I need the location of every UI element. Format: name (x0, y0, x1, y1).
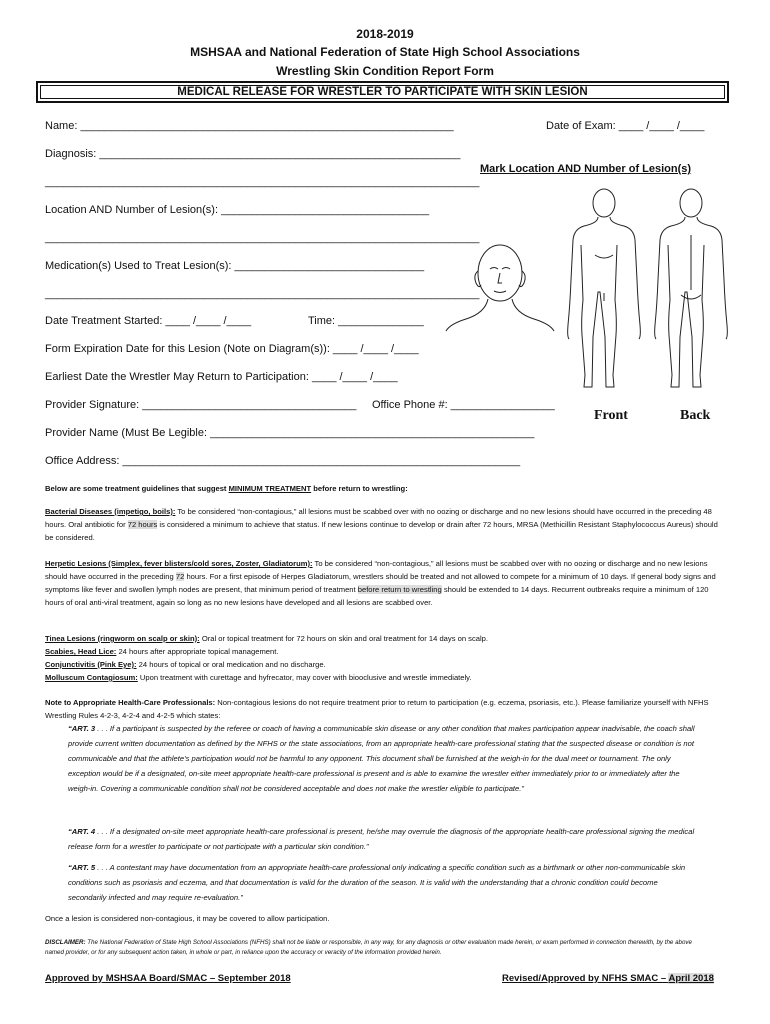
treatment-started-field[interactable]: Date Treatment Started: ____ /____ /____ (45, 315, 252, 327)
location-line[interactable]: _______________________________________________________________________ (45, 232, 480, 244)
front-label: Front (594, 408, 628, 423)
conjunctivitis-guideline: Conjunctivitis (Pink Eye): 24 hours of topical or oral medication and no discharge. (45, 660, 326, 669)
cover-note: Once a lesion is considered non-contagious, it may be covered to allow participation. (45, 914, 330, 923)
front-body-diagram[interactable] (568, 189, 641, 387)
tinea-guideline: Tinea Lesions (ringworm on scalp or skin): Oral or topical treatment for 72 hours on skin and oral treatment for 14 days on scalp. (45, 634, 489, 643)
expiration-date-field[interactable]: Form Expiration Date for this Lesion (Note on Diagram(s)): ____ /____ /____ (45, 343, 419, 355)
form-organization: MSHSAA and National Federation of State High School Associations (190, 45, 580, 59)
form-title: Wrestling Skin Condition Report Form (276, 64, 494, 78)
molluscum-guideline: Molluscum Contagiosum: Upon treatment with curettage and hyfrecator, may cover with biooclusive and wrestle immediately. (45, 673, 472, 682)
diagram-title: Mark Location AND Number of Lesion(s) (480, 163, 692, 175)
medication-field[interactable]: Medication(s) Used to Treat Lesion(s): _______________________________ (45, 260, 425, 272)
provider-signature-field[interactable]: Provider Signature: ___________________________________ (45, 399, 357, 411)
footer-nfhs-approval: Revised/Approved by NFHS SMAC – April 2018 (502, 973, 714, 984)
office-address-field[interactable]: Office Address: _________________________________________________________________ (45, 455, 521, 467)
location-field[interactable]: Location AND Number of Lesion(s): __________________________________ (45, 204, 430, 216)
form-banner (36, 81, 729, 103)
back-body-diagram[interactable] (655, 189, 728, 387)
back-label: Back (680, 408, 711, 423)
rule-art-4: “ART. 4 . . . If a designated on-site meet appropriate health-care professional is present, he/she may overrule the diagnosis of the appropriate health-care professional signing the medical release form for a wrestler to participate or not participate with a particular skin condition.” (68, 827, 695, 851)
guidelines-intro: Below are some treatment guidelines that suggest MINIMUM TREATMENT before return to wrestling: (45, 484, 408, 493)
herpetic-guideline: Herpetic Lesions (Simplex, fever blisters/cold sores, Zoster, Gladiatorum): To be considered “non-contagious,” all lesions must be scabbed over with no oozing or discharge and no new lesions should have occurred in the preceding 72 hours. For a first episode of Herpes Gladiatorum, wrestlers should be treated and not allowed to compete for a minimum of 10 days. If general body signs and symptoms like fever and swollen lymph nodes are present, that minimum period of treatment before return to wrestling should be extended to 14 days. Recurrent outbreaks require a minimum of 120 hours of oral anti-viral treatment, again so long as no new lesions have developed and all lesions are scabbed over. (45, 559, 716, 607)
return-date-field[interactable]: Earliest Date the Wrestler May Return to Participation: ____ /____ /____ (45, 371, 398, 383)
bacterial-guideline: Bacterial Diseases (impetigo, boils): To be considered “non-contagious,” all lesions must be scabbed over with no oozing or discharge and no new lesions should have occurred in the preceding 48 hours. Oral antibiotic for 72 hours is considered a minimum to achieve that status. If new lesions continue to develop or drain after 72 hours, MRSA (Methicillin Resistant Staphylococcus Aureus) should be considered. (45, 507, 718, 542)
head-diagram[interactable] (446, 245, 554, 331)
time-field[interactable]: Time: ______________ (308, 315, 424, 327)
rule-art-5: “ART. 5 . . . A contestant may have documentation from an appropriate health-care professional only indicating a specific condition such as a birthmark or other non-communicable skin conditions such as psoriasis and eczema, and that documentation is valid for the duration of the season. It is valid with the understanding that a chronic condition could become secondarily infected and may require re-evaluation.” (68, 863, 686, 902)
rule-art-3: “ART. 3 . . . If a participant is suspected by the referee or coach of having a communicable skin disease or any other condition that makes participation appear inadvisable, the coach shall provide current written documentation as defined by the NFHS or the state associations, from an appropriate health-care professional stating that the suspected disease or condition is not communicable and that the athlete’s participation would not be harmful to any opponent. This document shall be furnished at the weigh-in for the dual meet or tournament. The only exception would be if a designated, on-site meet appropriate health-care professional is present and is able to examine the wrestler either immediately prior to or immediately after the weigh-in. Covering a communicable condition shall not be considered acceptable and does not make the wrestler eligible to participate.” (68, 724, 695, 793)
diagnosis-line[interactable]: _______________________________________________________________________ (45, 176, 480, 188)
disclaimer: DISCLAIMER: The National Federation of State High School Associations (NFHS) shall not be liable or responsible, in any way, for any diagnosis or other evaluation made herein, or exam performed in connection therewith, by the above named provider, or for any subsequent action taken, in whole or part, in reliance upon the accuracy or veracity of the information provided herein. (45, 939, 692, 956)
date-of-exam-field[interactable]: Date of Exam: ____ /____ /____ (546, 120, 705, 132)
form-year: 2018-2019 (356, 27, 414, 41)
body-diagram[interactable] (455, 185, 735, 400)
medication-line[interactable]: _______________________________________________________________________ (45, 288, 480, 300)
scabies-guideline: Scabies, Head Lice: 24 hours after appropriate topical management. (45, 647, 279, 656)
diagnosis-field[interactable]: Diagnosis: ___________________________________________________________ (45, 148, 461, 160)
banner-text: MEDICAL RELEASE FOR WRESTLER TO PARTICIPATE WITH SKIN LESION (177, 86, 588, 98)
office-phone-field[interactable]: Office Phone #: _________________ (372, 399, 555, 411)
healthcare-note: Note to Appropriate Health-Care Professionals: Non-contagious lesions do not require treatment prior to return to participation (e.g. eczema, psoriasis, etc.). Please familiarize yourself with NFHS Wrestling Rules 4-2-3, 4-2-4 and 4-2-5 which states: (45, 698, 709, 720)
name-field[interactable]: Name: _____________________________________________________________ (45, 120, 454, 132)
footer-mshsaa-approval: Approved by MSHSAA Board/SMAC – September 2018 (45, 973, 291, 984)
provider-name-field[interactable]: Provider Name (Must Be Legible: _____________________________________________________ (45, 427, 535, 439)
